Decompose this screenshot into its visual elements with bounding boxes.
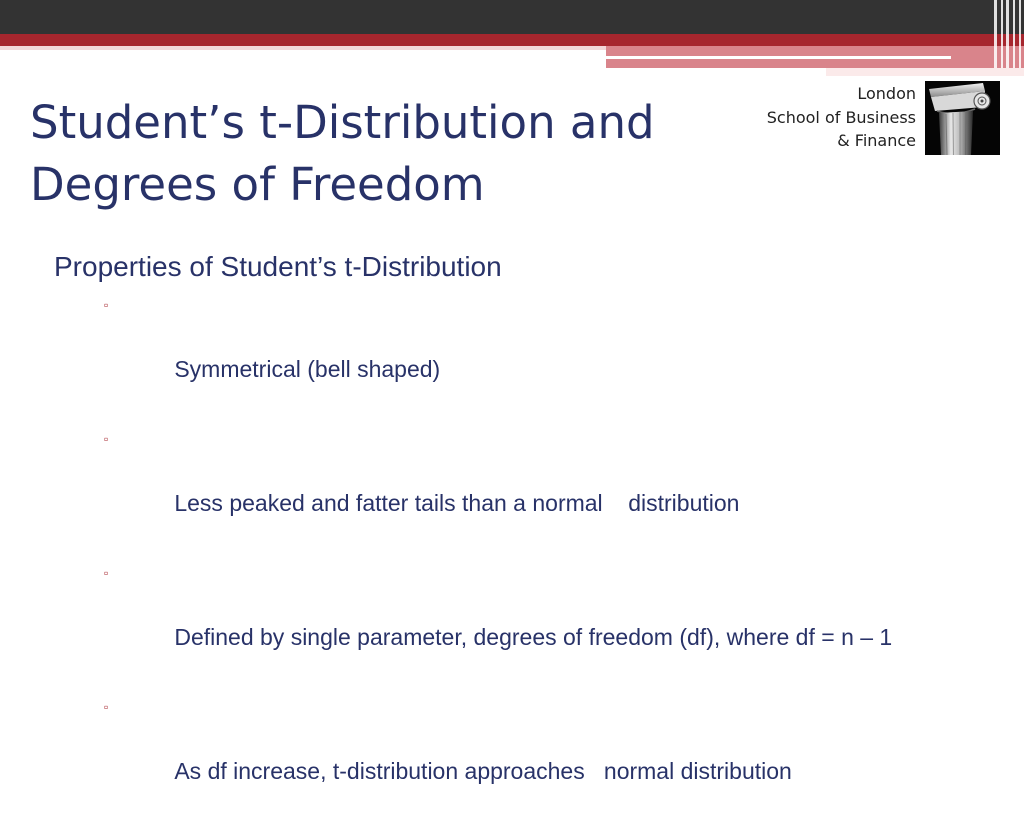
bullet-list (54, 289, 974, 819)
header-stripe (1001, 0, 1003, 68)
header-band-fade (826, 68, 1024, 76)
logo-column-graphic (925, 81, 1000, 155)
bullet-item (54, 423, 956, 551)
logo-line-1: London (857, 84, 916, 103)
header-band-pale (0, 46, 606, 50)
bullet-text: As df increase, t-distribution approaches normal distribution (174, 758, 792, 784)
bullet-item (54, 557, 956, 685)
header-band-red (0, 34, 1024, 46)
bullet-text: Less peaked and fatter tails than a normal distribution (174, 490, 740, 516)
logo-text (748, 82, 916, 153)
bullet-text: Symmetrical (bell shaped) (174, 356, 441, 382)
header-stripe (994, 0, 997, 68)
bullet-icon: ▫ (104, 298, 109, 312)
header-band-white-line (606, 56, 951, 59)
slide-title (30, 92, 730, 216)
bullet-icon: ▫ (104, 700, 109, 714)
header-stripe (1013, 0, 1015, 68)
bullet-icon: ▫ (104, 432, 109, 446)
ionic-column-icon (925, 81, 1000, 155)
header-band-dark (0, 0, 1024, 34)
bullet-icon: ▫ (104, 566, 109, 580)
logo-line-3: & Finance (837, 131, 916, 150)
bullet-item (54, 691, 956, 819)
bullet-item (54, 289, 956, 417)
slide-title-line-1: Student’s t-Distribution and (30, 96, 655, 149)
header-stripe (1006, 0, 1009, 68)
section-heading: Properties of Student’s t-Distribution (54, 251, 502, 282)
slide-title-line-2: Degrees of Freedom (30, 158, 485, 211)
slide-body (54, 248, 974, 825)
logo-line-2: School of Business (766, 107, 916, 127)
bullet-text: Defined by single parameter, degrees of freedom (df), where df = n – 1 (174, 624, 893, 650)
header-stripe (1019, 0, 1021, 68)
